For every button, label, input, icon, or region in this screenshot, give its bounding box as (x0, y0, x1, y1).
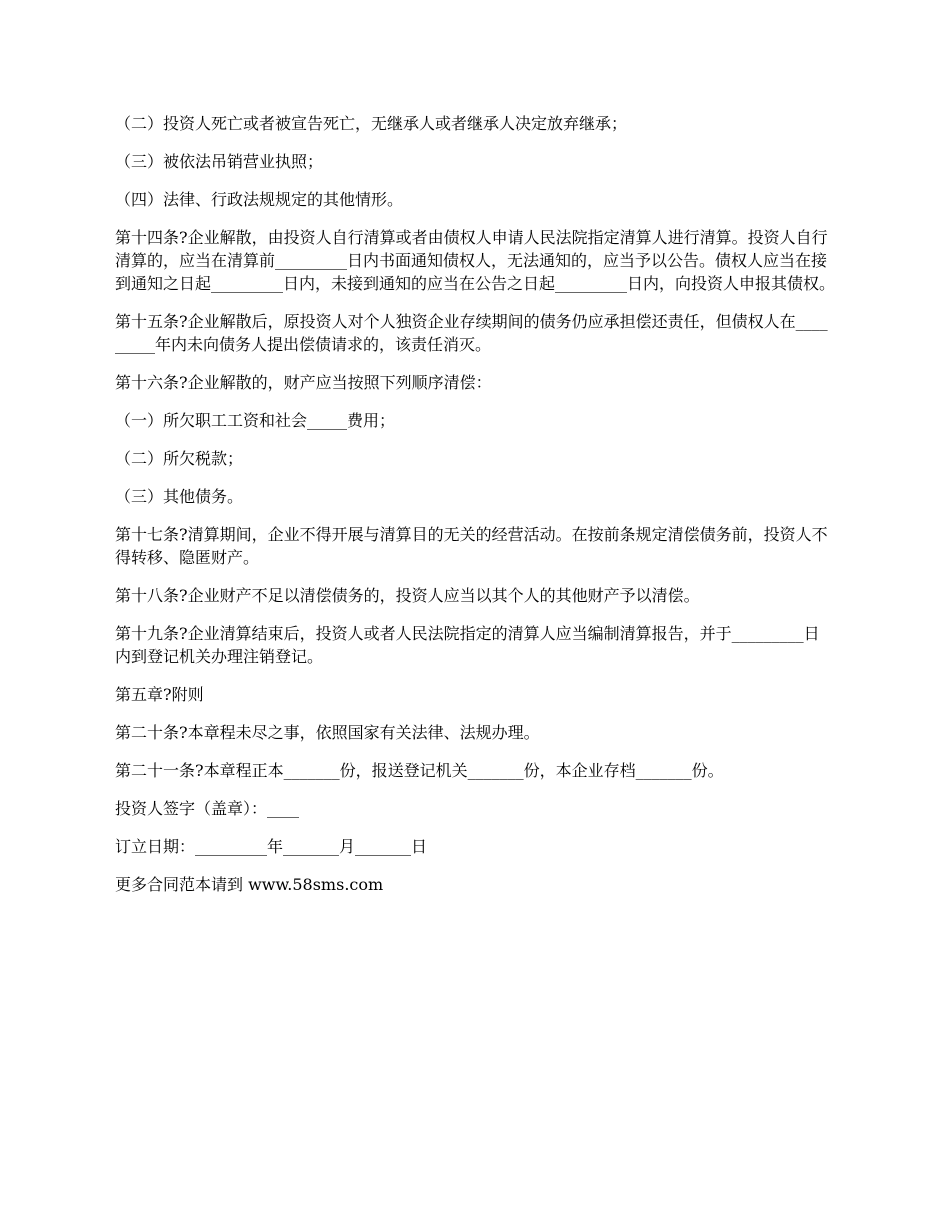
article-16-item-3: （三）其他债务。 (115, 487, 244, 506)
chapter-5-heading: 第五章?附则 (115, 685, 204, 704)
paragraph-item-2-clause: （二）投资人死亡或者被宣告死亡，无继承人或者继承人决定放弃继承； (115, 114, 628, 133)
footer-website-note: 更多合同范本请到 www.58sms.com (115, 875, 384, 894)
article-17: 第十七条?清算期间，企业不得开展与清算目的无关的经营活动。在按前条规定清偿债务前，投资人不得转移、隐匿财产。 (115, 525, 828, 567)
article-16-item-2: （二）所欠税款； (115, 449, 244, 468)
article-15: 第十五条?企业解散后，原投资人对个人独资企业存续期间的债务仍应承担偿还责任，但债权人在_________年内未向债务人提出偿债请求的，该责任消灭。 (115, 312, 828, 354)
paragraph-item-3-clause: （三）被依法吊销营业执照； (115, 152, 324, 171)
paragraph-item-4-clause: （四）法律、行政法规规定的其他情形。 (115, 190, 404, 209)
investor-signature-line: 投资人签字（盖章）：____ (115, 799, 300, 818)
article-20: 第二十条?本章程未尽之事，依照国家有关法律、法规办理。 (115, 723, 540, 742)
article-16: 第十六条?企业解散的，财产应当按照下列顺序清偿： (115, 373, 492, 392)
document-body (115, 112, 835, 911)
article-16-item-1: （一）所欠职工工资和社会_____费用； (115, 411, 396, 430)
article-18: 第十八条?企业财产不足以清偿债务的，投资人应当以其个人的其他财产予以清偿。 (115, 586, 700, 605)
article-14: 第十四条?企业解散，由投资人自行清算或者由债权人申请人民法院指定清算人进行清算。投资人自行清算的，应当在清算前_________日内书面通知债权人，无法通知的，应当予以公告。债权人应当在接到通知之日起_________日内，未接到通知的应当在公告之日起_________日内，向投资人申报其债权。 (115, 228, 836, 293)
article-19: 第十九条?企业清算结束后，投资人或者人民法院指定的清算人应当编制清算报告，并于_________日内到登记机关办理注销登记。 (115, 624, 820, 666)
signing-date-line: 订立日期：_________年_______月_______日 (115, 837, 428, 856)
article-21: 第二十一条?本章程正本_______份，报送登记机关_______份，本企业存档_______份。 (115, 761, 724, 780)
